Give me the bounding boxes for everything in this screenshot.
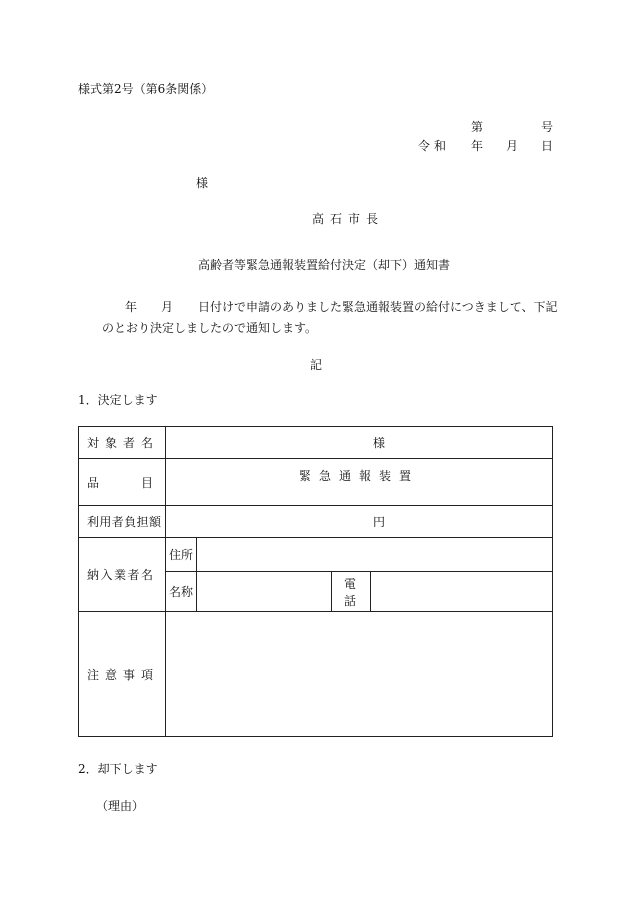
issuer: 高石市長 xyxy=(312,212,385,226)
year-label: 年 xyxy=(471,139,484,153)
day-label: 日 xyxy=(541,139,554,153)
yen-unit: 円 xyxy=(373,515,386,529)
body-month: 月 xyxy=(161,300,174,314)
target-name-label: 対象者名 xyxy=(79,427,166,459)
address-label: 住所 xyxy=(166,538,197,572)
table-row xyxy=(79,506,553,538)
number-prefix: 第 xyxy=(471,120,484,134)
era-label: 令和 xyxy=(418,139,451,153)
section-decision: 1．決定します xyxy=(78,393,158,407)
table-row xyxy=(79,427,553,459)
body-line1: 日付けで申請のありました緊急通報装置の給付につきまして、下記 xyxy=(198,300,558,314)
item-value: 緊急通報装置 xyxy=(166,459,553,506)
notes-label: 注意事項 xyxy=(79,612,166,737)
supplier-label: 納入業者名 xyxy=(79,538,166,612)
notes-field[interactable] xyxy=(166,612,553,737)
phone-field[interactable] xyxy=(371,572,553,612)
item-label: 品目 xyxy=(79,459,166,506)
reason-label: （理由） xyxy=(96,799,145,813)
body-year: 年 xyxy=(125,300,138,314)
addressee-suffix: 様 xyxy=(196,176,209,190)
body-line2: のとおり決定しましたので通知します。 xyxy=(102,321,318,335)
user-cost-value[interactable] xyxy=(166,506,553,538)
table-row xyxy=(79,538,553,572)
target-name-suffix: 様 xyxy=(373,436,386,450)
table-row xyxy=(79,612,553,737)
ki-heading: 記 xyxy=(310,358,323,372)
decision-table xyxy=(78,426,553,737)
form-number: 様式第2号（第6条関係） xyxy=(78,82,214,96)
user-cost-label: 利用者負担額 xyxy=(79,506,166,538)
month-label: 月 xyxy=(506,139,519,153)
section-rejection: 2．却下します xyxy=(78,762,158,776)
company-name-field[interactable] xyxy=(197,572,332,612)
number-suffix: 号 xyxy=(541,120,554,134)
address-field[interactable] xyxy=(197,538,553,572)
company-name-label: 名称 xyxy=(166,572,197,612)
target-name-value[interactable] xyxy=(166,427,553,459)
document-title: 高齢者等緊急通報装置給付決定（却下）通知書 xyxy=(198,258,451,272)
phone-label: 電話 xyxy=(332,572,371,612)
table-row xyxy=(79,459,553,506)
